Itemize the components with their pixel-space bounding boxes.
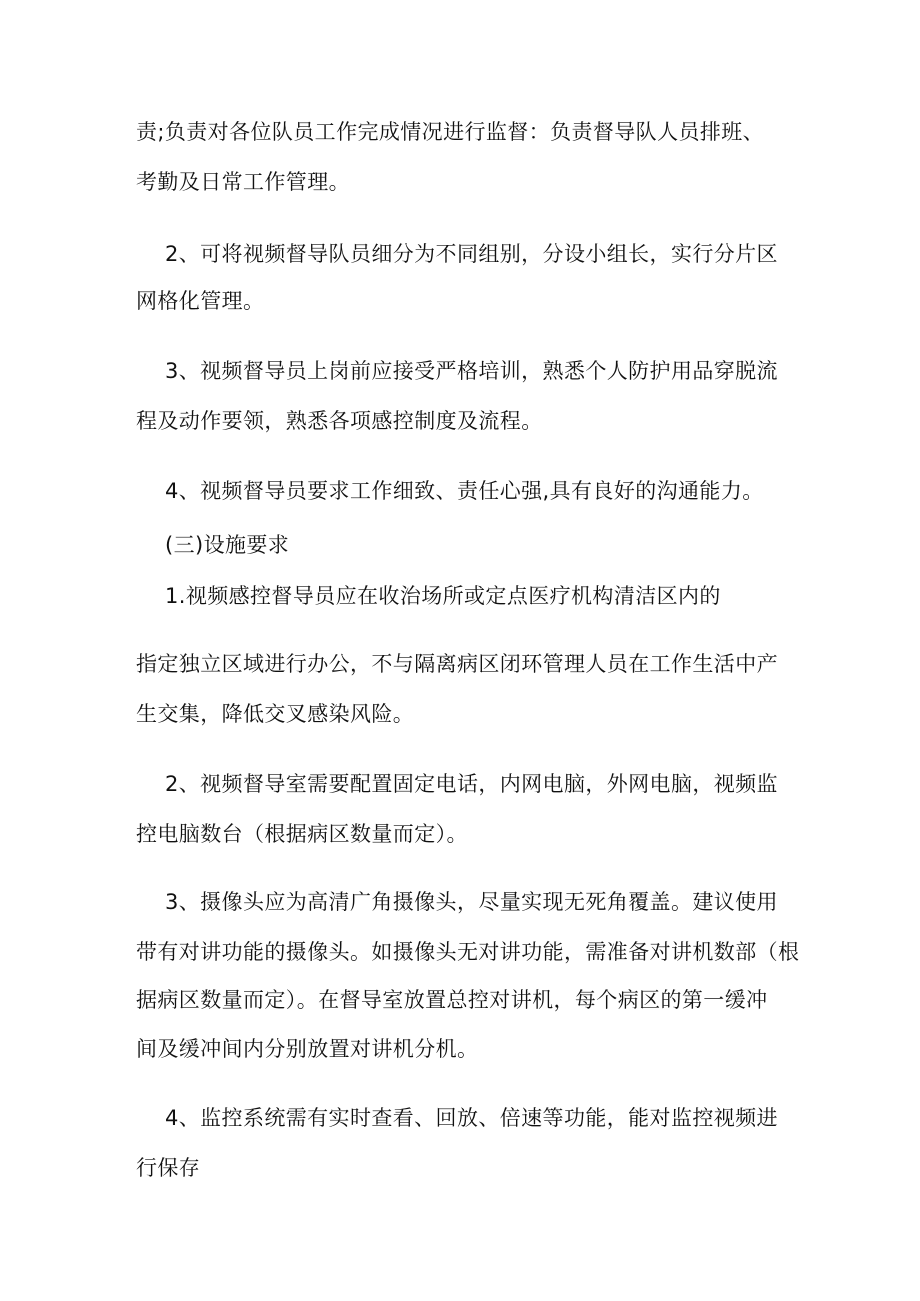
paragraph-line: 2、可将视频督导队员细分为不同组别，分设小组长，实行分片区 [165,242,778,266]
paragraph-line: 程及动作要领，熟悉各项感控制度及流程。 [136,409,543,433]
paragraph-line: 间及缓冲间内分别放置对讲机分机。 [136,1037,479,1061]
paragraph-line: 3、摄像头应为高清广角摄像头，尽量实现无死角覆盖。建议使用 [165,890,778,914]
paragraph-line: 2、视频督导室需要配置固定电话，内网电脑，外网电脑，视频监 [165,772,778,796]
paragraph-line: 网格化管理。 [136,289,265,313]
paragraph-line: 4、视频督导员要求工作细致、责任心强,具有良好的沟通能力。 [165,479,764,503]
paragraph-line: 指定独立区域进行办公，不与隔离病区闭环管理人员在工作生活中产 [136,652,778,676]
paragraph-line: 1.视频感控督导员应在收治场所或定点医疗机构清洁区内的 [165,584,721,608]
section-heading: (三)设施要求 [165,533,290,557]
paragraph-line: 控电脑数台（根据病区数量而定）。 [136,822,468,846]
paragraph-line: 带有对讲功能的摄像头。如摄像头无对讲功能，需准备对讲机数部（根 [136,940,800,964]
paragraph-line: 4、监控系统需有实时查看、回放、倍速等功能，能对监控视频进 [165,1106,778,1130]
paragraph-line: 责;负责对各位队员工作完成情况进行监督：负责督导队人员排班、 [136,120,765,144]
paragraph-line: 考勤及日常工作管理。 [136,170,350,194]
paragraph-line: 3、视频督导员上岗前应接受严格培训，熟悉个人防护用品穿脱流 [165,359,778,383]
paragraph-line: 据病区数量而定）。在督导室放置总控对讲机，每个病区的第一缓冲 [136,988,768,1012]
paragraph-line: 行保存 [136,1156,201,1180]
paragraph-line: 生交集，降低交叉感染风险。 [136,702,415,726]
